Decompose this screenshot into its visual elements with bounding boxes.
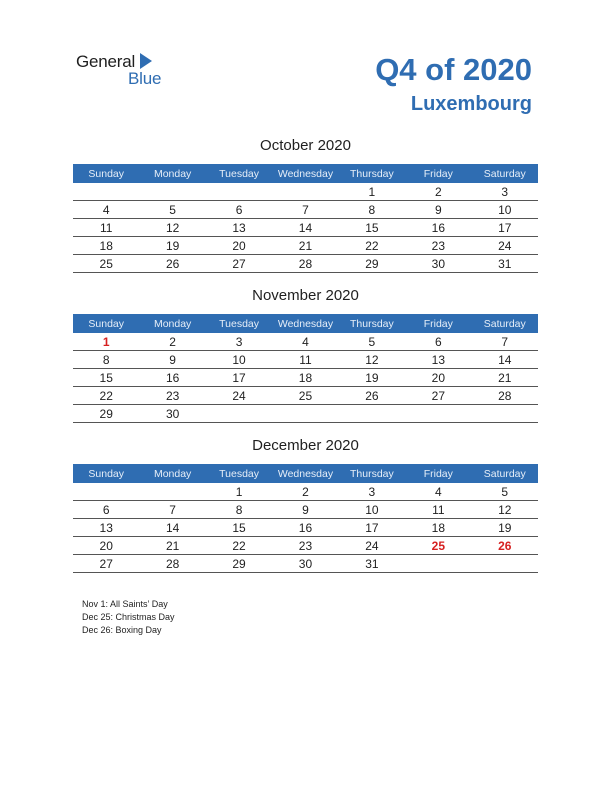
logo-flag-icon (140, 53, 152, 69)
page-title: Q4 of 2020 (375, 52, 532, 87)
week-row (73, 219, 538, 237)
day-cell: 6 (206, 201, 272, 219)
day-cell: 6 (405, 333, 471, 351)
weekday-header: Sunday (73, 464, 139, 483)
day-cell: 6 (73, 501, 139, 519)
month-december (73, 435, 538, 573)
day-cell: 22 (206, 537, 272, 555)
day-cell: 20 (405, 369, 471, 387)
day-cell: 24 (472, 237, 538, 255)
day-cell: 18 (272, 369, 338, 387)
day-cell: 9 (272, 501, 338, 519)
day-cell: 24 (206, 387, 272, 405)
day-cell: 13 (73, 519, 139, 537)
month-title: October 2020 (260, 137, 351, 154)
day-cell: 26 (339, 387, 405, 405)
day-cell: 11 (405, 501, 471, 519)
day-cell: 23 (139, 387, 205, 405)
day-cell: 21 (139, 537, 205, 555)
weekday-header: Thursday (339, 464, 405, 483)
day-cell: 15 (73, 369, 139, 387)
weekday-header: Saturday (472, 464, 538, 483)
day-cell: 22 (339, 237, 405, 255)
day-cell: 17 (472, 219, 538, 237)
day-cell: 17 (339, 519, 405, 537)
weekday-header: Monday (139, 314, 205, 333)
day-cell: 1 (339, 183, 405, 201)
weekday-header: Wednesday (272, 314, 338, 333)
day-cell: 28 (272, 255, 338, 273)
day-cell: 23 (405, 237, 471, 255)
day-cell: 12 (472, 501, 538, 519)
week-row (73, 483, 538, 501)
day-cell: 25 (272, 387, 338, 405)
day-cell: 16 (139, 369, 205, 387)
weekday-header: Tuesday (206, 164, 272, 183)
day-cell (405, 555, 471, 573)
day-cell: 4 (272, 333, 338, 351)
weekday-header: Monday (139, 164, 205, 183)
day-cell: 25 (405, 537, 471, 555)
day-cell: 14 (139, 519, 205, 537)
country-name: Luxembourg (410, 93, 532, 115)
day-cell: 18 (405, 519, 471, 537)
weekday-header: Saturday (472, 164, 538, 183)
week-row (73, 501, 538, 519)
month-title: November 2020 (252, 287, 359, 304)
day-cell: 5 (472, 483, 538, 501)
logo-blue-text: Blue (128, 69, 162, 88)
weekday-header: Thursday (339, 164, 405, 183)
day-cell: 4 (73, 201, 139, 219)
week-row (73, 387, 538, 405)
day-cell: 7 (472, 333, 538, 351)
day-cell: 8 (73, 351, 139, 369)
day-cell: 15 (206, 519, 272, 537)
day-cell (472, 405, 538, 423)
week-row (73, 333, 538, 351)
day-cell: 31 (472, 255, 538, 273)
day-cell: 8 (339, 201, 405, 219)
day-cell: 10 (206, 351, 272, 369)
holiday-notes (82, 598, 175, 637)
day-cell: 24 (339, 537, 405, 555)
day-cell: 15 (339, 219, 405, 237)
day-cell: 2 (272, 483, 338, 501)
weekday-header: Friday (405, 164, 471, 183)
day-cell: 23 (272, 537, 338, 555)
day-cell: 26 (472, 537, 538, 555)
day-cell: 3 (339, 483, 405, 501)
weekday-header: Saturday (472, 314, 538, 333)
logo-general-text: General (76, 52, 136, 71)
day-cell: 5 (339, 333, 405, 351)
calendar-table (73, 314, 538, 423)
weekday-header: Sunday (73, 164, 139, 183)
weekday-header-row (73, 314, 538, 333)
day-cell: 1 (73, 333, 139, 351)
day-cell: 22 (73, 387, 139, 405)
day-cell: 30 (405, 255, 471, 273)
day-cell (73, 483, 139, 501)
day-cell (73, 183, 139, 201)
day-cell (405, 405, 471, 423)
day-cell (472, 555, 538, 573)
day-cell: 29 (339, 255, 405, 273)
weekday-header: Sunday (73, 314, 139, 333)
calendar-table (73, 164, 538, 273)
month-november (73, 285, 538, 423)
calendar-table (73, 464, 538, 573)
day-cell: 10 (472, 201, 538, 219)
day-cell: 12 (339, 351, 405, 369)
weekday-header: Friday (405, 464, 471, 483)
weekday-header: Monday (139, 464, 205, 483)
day-cell: 28 (139, 555, 205, 573)
day-cell: 20 (206, 237, 272, 255)
month-title: December 2020 (252, 437, 359, 454)
day-cell: 4 (405, 483, 471, 501)
day-cell: 16 (272, 519, 338, 537)
weekday-header: Wednesday (272, 164, 338, 183)
generalblue-logo (76, 52, 176, 88)
week-row (73, 201, 538, 219)
day-cell: 1 (206, 483, 272, 501)
week-row (73, 237, 538, 255)
day-cell: 25 (73, 255, 139, 273)
week-row (73, 183, 538, 201)
holiday-note: Dec 25: Christmas Day (82, 612, 175, 622)
day-cell: 20 (73, 537, 139, 555)
day-cell: 29 (206, 555, 272, 573)
day-cell: 2 (139, 333, 205, 351)
day-cell (272, 183, 338, 201)
day-cell: 21 (472, 369, 538, 387)
day-cell: 19 (472, 519, 538, 537)
day-cell: 27 (206, 255, 272, 273)
day-cell: 29 (73, 405, 139, 423)
day-cell: 30 (272, 555, 338, 573)
day-cell: 18 (73, 237, 139, 255)
day-cell: 31 (339, 555, 405, 573)
day-cell: 13 (405, 351, 471, 369)
day-cell: 3 (206, 333, 272, 351)
day-cell: 21 (272, 237, 338, 255)
day-cell (139, 483, 205, 501)
day-cell (339, 405, 405, 423)
week-row (73, 369, 538, 387)
day-cell: 7 (139, 501, 205, 519)
day-cell: 26 (139, 255, 205, 273)
month-october (73, 135, 538, 273)
weekday-header: Tuesday (206, 464, 272, 483)
day-cell: 3 (472, 183, 538, 201)
day-cell: 9 (139, 351, 205, 369)
day-cell: 9 (405, 201, 471, 219)
day-cell (272, 405, 338, 423)
week-row (73, 351, 538, 369)
day-cell: 11 (73, 219, 139, 237)
week-row (73, 405, 538, 423)
weekday-header: Friday (405, 314, 471, 333)
day-cell: 30 (139, 405, 205, 423)
day-cell: 19 (139, 237, 205, 255)
day-cell (206, 183, 272, 201)
day-cell: 8 (206, 501, 272, 519)
day-cell: 14 (272, 219, 338, 237)
day-cell: 27 (405, 387, 471, 405)
holiday-note: Nov 1: All Saints’ Day (82, 599, 168, 609)
day-cell: 16 (405, 219, 471, 237)
week-row (73, 537, 538, 555)
week-row (73, 255, 538, 273)
day-cell: 27 (73, 555, 139, 573)
day-cell: 13 (206, 219, 272, 237)
weekday-header-row (73, 164, 538, 183)
day-cell (139, 183, 205, 201)
weekday-header: Wednesday (272, 464, 338, 483)
day-cell: 17 (206, 369, 272, 387)
weekday-header: Tuesday (206, 314, 272, 333)
day-cell: 19 (339, 369, 405, 387)
holiday-note: Dec 26: Boxing Day (82, 625, 162, 635)
day-cell: 12 (139, 219, 205, 237)
week-row (73, 519, 538, 537)
day-cell: 2 (405, 183, 471, 201)
day-cell: 7 (272, 201, 338, 219)
day-cell: 11 (272, 351, 338, 369)
week-row (73, 555, 538, 573)
weekday-header-row (73, 464, 538, 483)
weekday-header: Thursday (339, 314, 405, 333)
day-cell: 5 (139, 201, 205, 219)
day-cell: 28 (472, 387, 538, 405)
day-cell: 14 (472, 351, 538, 369)
day-cell (206, 405, 272, 423)
day-cell: 10 (339, 501, 405, 519)
